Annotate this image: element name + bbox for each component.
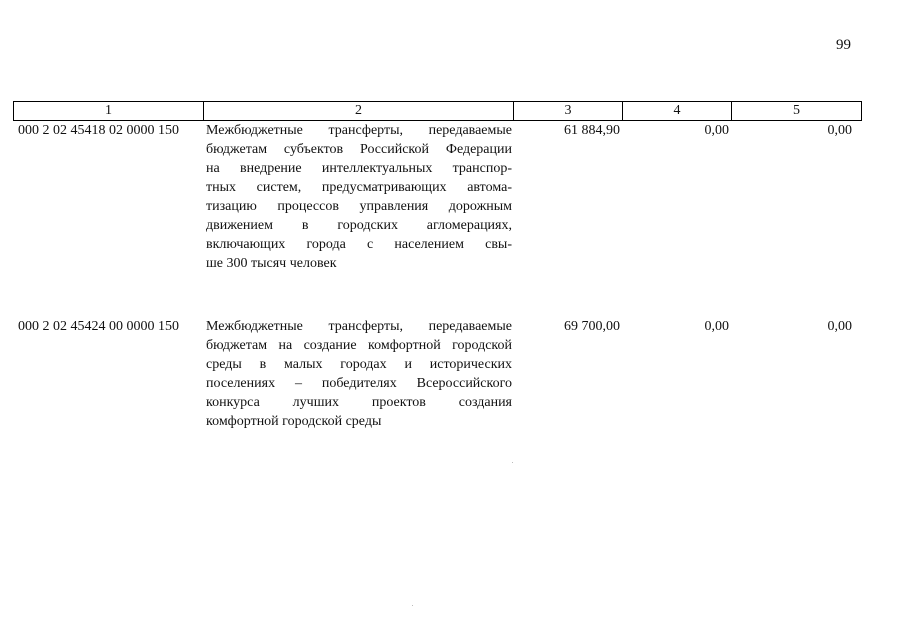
description-line: комфортной городской среды	[206, 414, 382, 429]
description-line: бюджетам субъектов Российской Федерации	[206, 142, 512, 157]
budget-code: 000 2 02 45418 02 0000 150	[18, 123, 179, 138]
description-line: бюджетам на создание комфортной городской	[206, 338, 512, 353]
description-line: тных систем, предусматривающих автома-	[206, 180, 512, 195]
description-line: конкурса лучших проектов создания	[206, 395, 512, 410]
value-col5: 0,00	[827, 319, 852, 334]
page-number: 99	[836, 37, 851, 53]
column-header-1: 1	[14, 102, 204, 121]
column-header-5: 5	[732, 102, 862, 121]
column-header-3: 3	[514, 102, 623, 121]
row-description	[206, 121, 512, 273]
description-line: тизацию процессов управления дорожным	[206, 199, 512, 214]
scan-speck	[412, 605, 413, 606]
description-line: ше 300 тысяч человек	[206, 256, 337, 271]
column-header-4: 4	[623, 102, 732, 121]
description-line: поселениях – победителях Всероссийского	[206, 376, 512, 391]
value-col4: 0,00	[704, 123, 729, 138]
description-line: на внедрение интеллектуальных транспор-	[206, 161, 512, 176]
value-col3: 69 700,00	[564, 319, 620, 334]
value-col5: 0,00	[827, 123, 852, 138]
description-line: Межбюджетные трансферты, передаваемые	[206, 319, 512, 334]
table-header	[13, 101, 862, 121]
value-col4: 0,00	[704, 319, 729, 334]
budget-code: 000 2 02 45424 00 0000 150	[18, 319, 179, 334]
value-col3: 61 884,90	[564, 123, 620, 138]
description-line: движением в городских агломерациях,	[206, 218, 512, 233]
description-line: Межбюджетные трансферты, передаваемые	[206, 123, 512, 138]
description-line: включающих города с населением свы-	[206, 237, 512, 252]
description-line: среды в малых городах и исторических	[206, 357, 512, 372]
column-header-2: 2	[204, 102, 514, 121]
header-row	[14, 102, 862, 121]
scan-speck	[512, 462, 513, 463]
row-description	[206, 317, 512, 431]
